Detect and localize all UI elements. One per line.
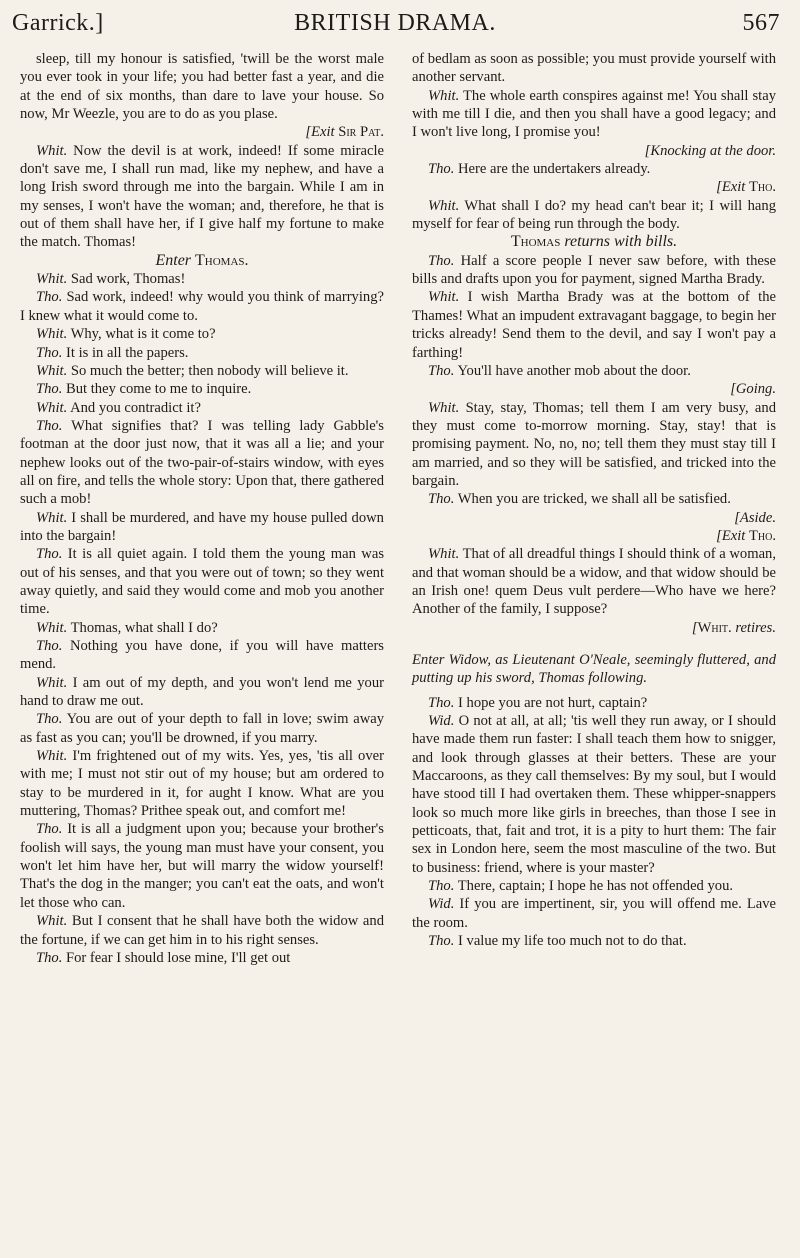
- speech: [412, 288, 776, 361]
- speech-text: Sad work, indeed! why would you think of marrying? I knew what it would come to.: [20, 289, 384, 324]
- speech: [412, 87, 776, 142]
- speech: [20, 288, 384, 325]
- speaker-name: Whit.: [36, 674, 68, 691]
- direction-text: [: [691, 619, 698, 636]
- speech-text: What signifies that? I was telling lady Gabble's footman at the door just now, that it was all a lie; and your nephew looks out of the two-pair-of-stairs window, with eyes all on fire, and tells the whole story: Upon that, there gathered such a mob!: [20, 417, 384, 508]
- entrance-heading: [412, 233, 776, 251]
- speech: [412, 399, 776, 491]
- speech: [20, 710, 384, 747]
- speech: [20, 674, 384, 711]
- speech: [412, 252, 776, 289]
- speaker-name: Tho.: [428, 694, 455, 711]
- speaker-name: Wid.: [428, 896, 455, 913]
- speaker-name: Tho.: [428, 933, 455, 950]
- stage-entrance: Enter Widow, as Lieutenant O'Neale, seemingly fluttered, and putting up his sword, Thomas following.: [412, 652, 776, 687]
- speech: [20, 399, 384, 417]
- speech-text: What shall I do? my head can't bear it; I will hang myself for fear of being run through the body.: [412, 197, 776, 233]
- speech-text: I'm frightened out of my wits. Yes, yes, 'tis all over with me; I must not stir out of my house; but am ordered to stay to be murdered in it, for aught I know. What are you muttering, Thomas? Prithee speak out, and comfort me!: [20, 748, 384, 820]
- speaker-name: Whit.: [428, 399, 460, 416]
- speech: [20, 637, 384, 674]
- speech: [412, 545, 776, 618]
- speech: [412, 362, 776, 380]
- speech-text: But I consent that he shall have both the widow and the fortune, if we can get him in to his right senses.: [20, 913, 384, 948]
- speaker-name: Whit.: [36, 326, 68, 343]
- paragraph: sleep, till my honour is satisfied, 'twill be the worst male you ever took in your life; you had better fast a year, and die at the end of six months, than dare to lave your house. So now, Mr Weezle, you are to do as you plase.: [20, 51, 384, 123]
- speech-text: Thomas, what shall I do?: [70, 619, 218, 636]
- character-name: Sir Pat.: [338, 124, 384, 141]
- speaker-name: Tho.: [36, 821, 63, 838]
- speaker-name: Whit.: [36, 913, 68, 930]
- running-head-left: Garrick.]: [12, 10, 104, 36]
- speech: [20, 820, 384, 912]
- speech: [412, 490, 776, 527]
- speech: [20, 509, 384, 546]
- speaker-name: Wid.: [428, 713, 455, 730]
- speech: [20, 344, 384, 362]
- speaker-name: Whit.: [36, 362, 68, 379]
- speech-text: Stay, stay, Thomas; tell them I am very busy, and they must come to-morrow morning. Stay, stay! that is promising payment. No, no, no; tell them they must stay till I am married, and so they will be satisfied, and tricked into the bargain.: [412, 399, 777, 489]
- speaker-name: Whit.: [428, 289, 460, 306]
- speech-text: It is all quiet again. I told them the young man was out of his senses, and that you were out of town; so they went away quietly, and said they would come and mob you another time.: [20, 546, 384, 618]
- stage-direction: [20, 123, 384, 141]
- speaker-name: Tho.: [36, 344, 63, 361]
- speaker-name: Tho.: [36, 949, 63, 966]
- character-name: Thomas.: [195, 251, 249, 269]
- speaker-name: Tho.: [428, 491, 455, 508]
- speaker-name: Whit.: [428, 87, 460, 104]
- speaker-name: Tho.: [428, 362, 455, 379]
- speech-text: Why, what is it come to?: [70, 326, 216, 343]
- speaker-name: Tho.: [428, 252, 455, 269]
- speech-text: And you contradict it?: [70, 399, 201, 416]
- speech: [20, 325, 384, 343]
- stage-direction: [Going.: [730, 381, 776, 398]
- speech-text: I shall be murdered, and have my house pulled down into the bargain!: [20, 509, 384, 544]
- speech: [20, 619, 384, 637]
- speech-text: That of all dreadful things I should think of a woman, and that woman should be a widow, and that widow should be an Irish one! quem Deus vult perdere—Who have we here? Another of the family, I suppose?: [412, 546, 777, 618]
- speaker-name: Whit.: [36, 142, 68, 159]
- speech-text: I wish Martha Brady was at the bottom of the Thames! What an impudent extravagant baggage, to begin her tricks already! Send them to the devil, and say I won't pay a farthing!: [412, 289, 776, 361]
- character-name: Tho.: [748, 179, 776, 196]
- speech-text: Nothing you have done, if you will have matters mend.: [20, 638, 384, 673]
- speech-text: O not at all, at all; 'tis well they run away, or I should have made them run faster: I shall teach them how to snigger, and look through glasses at their betters. These are your Maccaroons, as they call themselves: By my soul, but I would have stood till I had overtaken them. These whipper-snappers look so much more like girls in breeches, than those I see in petticoats, that, fait and trot, it is a pity to hurt them: The fair sex in London here, seem the most masculine of the two. But to business: friend, where is your master?: [412, 713, 776, 876]
- speech: [412, 694, 776, 712]
- speaker-name: Whit.: [36, 271, 68, 288]
- direction-text: [Exit: [716, 179, 749, 196]
- speaker-name: Whit.: [36, 509, 68, 526]
- speaker-name: Tho.: [36, 417, 63, 434]
- speech: [20, 912, 384, 949]
- heading-tail: returns with bills.: [560, 233, 678, 251]
- speech: [20, 949, 384, 967]
- speaker-name: Whit.: [36, 748, 68, 765]
- speech-text: I value my life too much not to do that.: [458, 933, 687, 950]
- speech: [20, 545, 384, 618]
- speaker-name: Tho.: [36, 711, 63, 728]
- direction-text: [Exit: [716, 527, 749, 544]
- speaker-name: Tho.: [428, 161, 455, 178]
- speaker-name: Whit.: [36, 619, 68, 636]
- speech: [20, 380, 384, 398]
- speaker-name: Tho.: [36, 289, 63, 306]
- page-number: 567: [742, 10, 780, 36]
- speech: [20, 270, 384, 288]
- stage-direction: [412, 619, 776, 637]
- running-header: [10, 6, 780, 42]
- speech-text: If you are impertinent, sir, you will offend me. Lave the room.: [412, 896, 776, 931]
- speech-text: Sad work, Thomas!: [70, 271, 186, 288]
- speech: [412, 160, 776, 178]
- entrance-heading: [20, 252, 384, 270]
- speech-text: It is in all the papers.: [66, 344, 189, 361]
- paragraph: of bedlam as soon as possible; you must provide yourself with another servant.: [412, 51, 776, 86]
- stage-direction: [412, 178, 776, 196]
- speech: [412, 197, 776, 234]
- speech: [20, 417, 384, 509]
- speech: [20, 747, 384, 820]
- speech-text: The whole earth conspires against me! You shall stay with me till I die, and then you shall have a good legacy; and I won't live long, I promise you!: [412, 87, 776, 141]
- speaker-name: Tho.: [428, 878, 455, 895]
- speech: [20, 142, 384, 252]
- speech-text: Here are the undertakers already.: [458, 161, 651, 178]
- speaker-name: Tho.: [36, 381, 63, 398]
- speech-text: There, captain; I hope he has not offended you.: [457, 878, 734, 895]
- speech: [412, 932, 776, 950]
- left-column: [20, 50, 384, 967]
- direction-text: retires.: [731, 619, 776, 636]
- speech: [412, 712, 776, 877]
- speech-text: Now the devil is at work, indeed! If some miracle don't save me, I shall run mad, like my nephew, and have a long Irish sword through me into the bargain. While I am in my senses, I won't have the woman; and, therefore, he that is out of them shall have her, if I give half my fortune to make the match. Thomas!: [20, 142, 384, 251]
- right-column: [412, 50, 776, 951]
- stage-direction: [Knocking at the door.: [644, 142, 776, 159]
- speech-text: It is all a judgment upon you; because your brother's foolish will says, the young man must have your consent, you won't let him have her, but will marry the widow yourself! That's the dog in the manger; you can't eat the oats, and won't let those who can.: [20, 821, 384, 911]
- speech: [412, 895, 776, 932]
- speech-text: When you are tricked, we shall all be satisfied.: [457, 491, 731, 508]
- speech-text: I am out of my depth, and you won't lend me your hand to draw me out.: [20, 674, 384, 710]
- character-name: Tho.: [748, 527, 776, 544]
- speech: [20, 362, 384, 380]
- speech-text: You'll have another mob about the door.: [457, 362, 691, 379]
- speaker-name: Whit.: [36, 399, 68, 416]
- speech-text: For fear I should lose mine, I'll get out: [66, 949, 291, 966]
- heading-lead: Enter: [155, 251, 196, 269]
- speaker-name: Tho.: [36, 546, 63, 563]
- stage-direction: [Aside.: [734, 509, 776, 526]
- speaker-name: Whit.: [428, 546, 460, 563]
- speech-text: You are out of your depth to fall in love; swim away as fast as you can; you'll be drowned, if you marry.: [20, 711, 385, 746]
- speech-text: So much the better; then nobody will believe it.: [70, 362, 349, 379]
- speech-text: I hope you are not hurt, captain?: [458, 694, 648, 711]
- speech-text: But they come to me to inquire.: [66, 381, 252, 398]
- speaker-name: Tho.: [36, 638, 63, 654]
- speaker-name: Whit.: [428, 197, 460, 214]
- running-head-title: BRITISH DRAMA.: [294, 10, 496, 36]
- speech: [412, 877, 776, 895]
- character-name: Thomas: [510, 233, 561, 251]
- character-name: Whit.: [697, 619, 732, 636]
- direction-text: [Exit: [305, 124, 339, 141]
- speech-text: Half a score people I never saw before, with these bills and drafts upon you for payment, signed Martha Brady.: [412, 252, 776, 288]
- stage-direction: [412, 527, 776, 545]
